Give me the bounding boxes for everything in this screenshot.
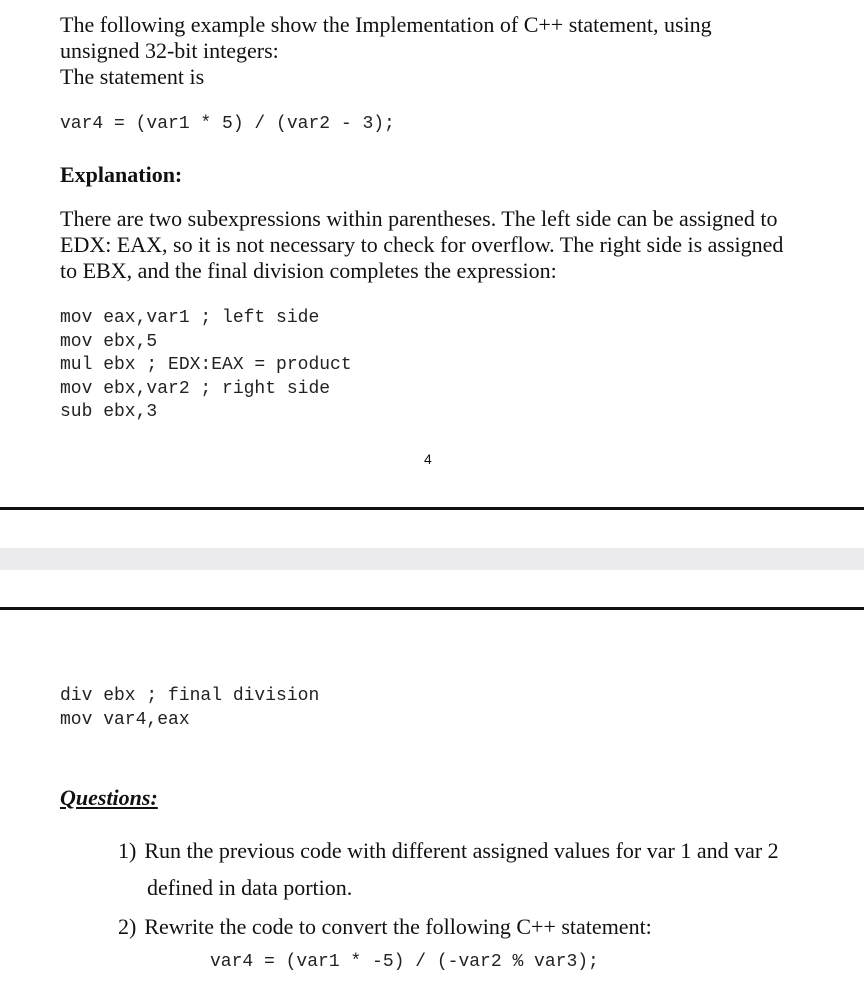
page-number: 4	[424, 451, 432, 467]
question-number: 2)	[118, 914, 137, 939]
question-text: Rewrite the code to convert the following C++ statement:	[144, 914, 652, 939]
cpp-statement: var4 = (var1 * 5) / (var2 - 3);	[60, 114, 395, 134]
assembly-code-block-1	[60, 307, 352, 425]
explanation-line: There are two subexpressions within parentheses. The left side can be assigned to	[60, 206, 778, 231]
intro-line: The following example show the Implementation of C++ statement, using	[60, 12, 712, 37]
question-1-line-1	[118, 838, 779, 864]
question-number: 1)	[118, 838, 137, 863]
code-line: mul ebx ; EDX:EAX = product	[60, 355, 352, 375]
code-line: mov ebx,var2 ; right side	[60, 378, 331, 399]
page-break-rule-bottom	[0, 607, 864, 610]
questions-heading: Questions:	[60, 785, 158, 810]
code-line: sub ebx,3	[60, 402, 158, 422]
page-gap	[0, 548, 864, 570]
code-line: mov eax,var1 ; left side	[60, 308, 320, 328]
cpp-statement-question: var4 = (var1 * -5) / (-var2 % var3);	[210, 952, 599, 972]
intro-line: The statement is	[60, 64, 205, 89]
code-line: div ebx ; final division	[60, 686, 320, 706]
intro-line: unsigned 32-bit integers:	[60, 38, 279, 63]
code-line: mov var4,eax	[60, 709, 190, 730]
page-break-rule-top	[0, 507, 864, 510]
explanation-line: EDX: EAX, so it is not necessary to check for overflow. The right side is assigned	[60, 232, 784, 257]
assembly-code-block-2	[60, 685, 319, 732]
question-2-line-1	[118, 914, 652, 940]
question-text: Run the previous code with different assigned values for var 1 and var 2	[144, 838, 779, 863]
explanation-paragraph	[60, 206, 850, 284]
explanation-heading: Explanation:	[60, 162, 183, 187]
intro-paragraph	[60, 12, 840, 90]
explanation-line: to EBX, and the final division completes the expression:	[60, 258, 557, 283]
question-1-line-2: defined in data portion.	[147, 875, 353, 900]
code-line: mov ebx,5	[60, 331, 158, 352]
